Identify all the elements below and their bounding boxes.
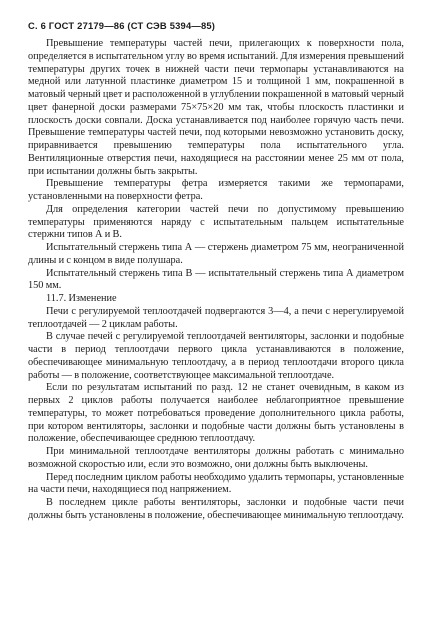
paragraph-felt-temperature: Превышение температуры фетра измеряется такими же термопарами, установленными на поверхности фетра. — [28, 178, 404, 202]
paragraph-cycles-count: Печи с регулируемой теплоотдачей подвергаются 3—4, а печи с нерегулируемой теплоотдачей — 2 циклам работы. — [28, 305, 404, 330]
paragraph-min-heat-fans: При минимальной теплоотдаче вентиляторы должны работать с минимально возможной скоростью или, если это возможно, они должны быть выключены. — [28, 446, 404, 470]
paragraph-category-determination: Для определения категории частей печи по допустимому превышению температуры применяются наряду с испытательным пальцем испытательные стержни типов А и В. — [28, 203, 404, 241]
paragraph-hot-parts-floor: Превышение температуры частей печи, прилегающих к поверхности пола, определяется в испытательном углу во время испытаний. Для измерения превышений температуры других точек в нижней части печи термопары устанавливаются на медной или латунной пластинке диаметром 15 и толщиной 1 мм, покрашенной в матовый черный цвет и расположенной в углублении покрашенной в матовый черный цвет фанерной доски размерами 75×75×20 мм так, чтобы плоскость пластинки и плоскость доски совпали. Доска устанавливается под наиболее горячую часть печи. Превышение температуры частей печи, под которыми невозможно установить доску, приравнивается превышению температуры пола испытательного угла. Вентиляционные отверстия печи, находящиеся на расстоянии менее 25 мм от пола, при испытании должны быть закрыты. — [28, 38, 404, 177]
paragraph-test-rod-a: Испытательный стержень типа А — стержень диаметром 75 мм, неограниченной длины и с концом в виде полушара. — [28, 242, 404, 266]
page-header: С. 6 ГОСТ 27179—86 (СТ СЭВ 5394—85) — [28, 20, 216, 31]
paragraph-remove-thermocouples: Перед последним циклом работы необходимо удалить термопары, установленные на части печи, находящиеся под напряжением. — [28, 471, 404, 496]
document-body — [28, 38, 404, 523]
paragraph-additional-cycle: Если по результатам испытаний по разд. 12 не станет очевидным, в каком из первых 2 циклов работы получается наиболее неблагоприятное превышение температуры, то может потребоваться проведение дополнительного цикла работы, при котором вентиляторы, заслонки и подобные части должны быть установлены в положение, обеспечивающее среднюю теплоотдачу. — [28, 382, 404, 445]
paragraph-last-cycle: В последнем цикле работы вентиляторы, заслонки и подобные части печи должны быть установлены в положение, обеспечивающее минимальную теплоотдачу. — [28, 497, 404, 521]
paragraph-adjustable-heat: В случае печей с регулируемой теплоотдачей вентиляторы, заслонки и подобные части в период теплоотдачи первого цикла устанавливаются в положение, обеспечивающее минимальную теплоотдачу, а в период теплоотдачи второго цикла работы — в положение, соответствующее максимальной теплоотдаче. — [28, 331, 404, 381]
paragraph-test-rod-b: Испытательный стержень типа В — испытательный стержень типа А диаметром 150 мм. — [28, 267, 404, 292]
section-heading-11-7: 11.7. Изменение — [46, 293, 117, 304]
document-page — [28, 19, 404, 523]
